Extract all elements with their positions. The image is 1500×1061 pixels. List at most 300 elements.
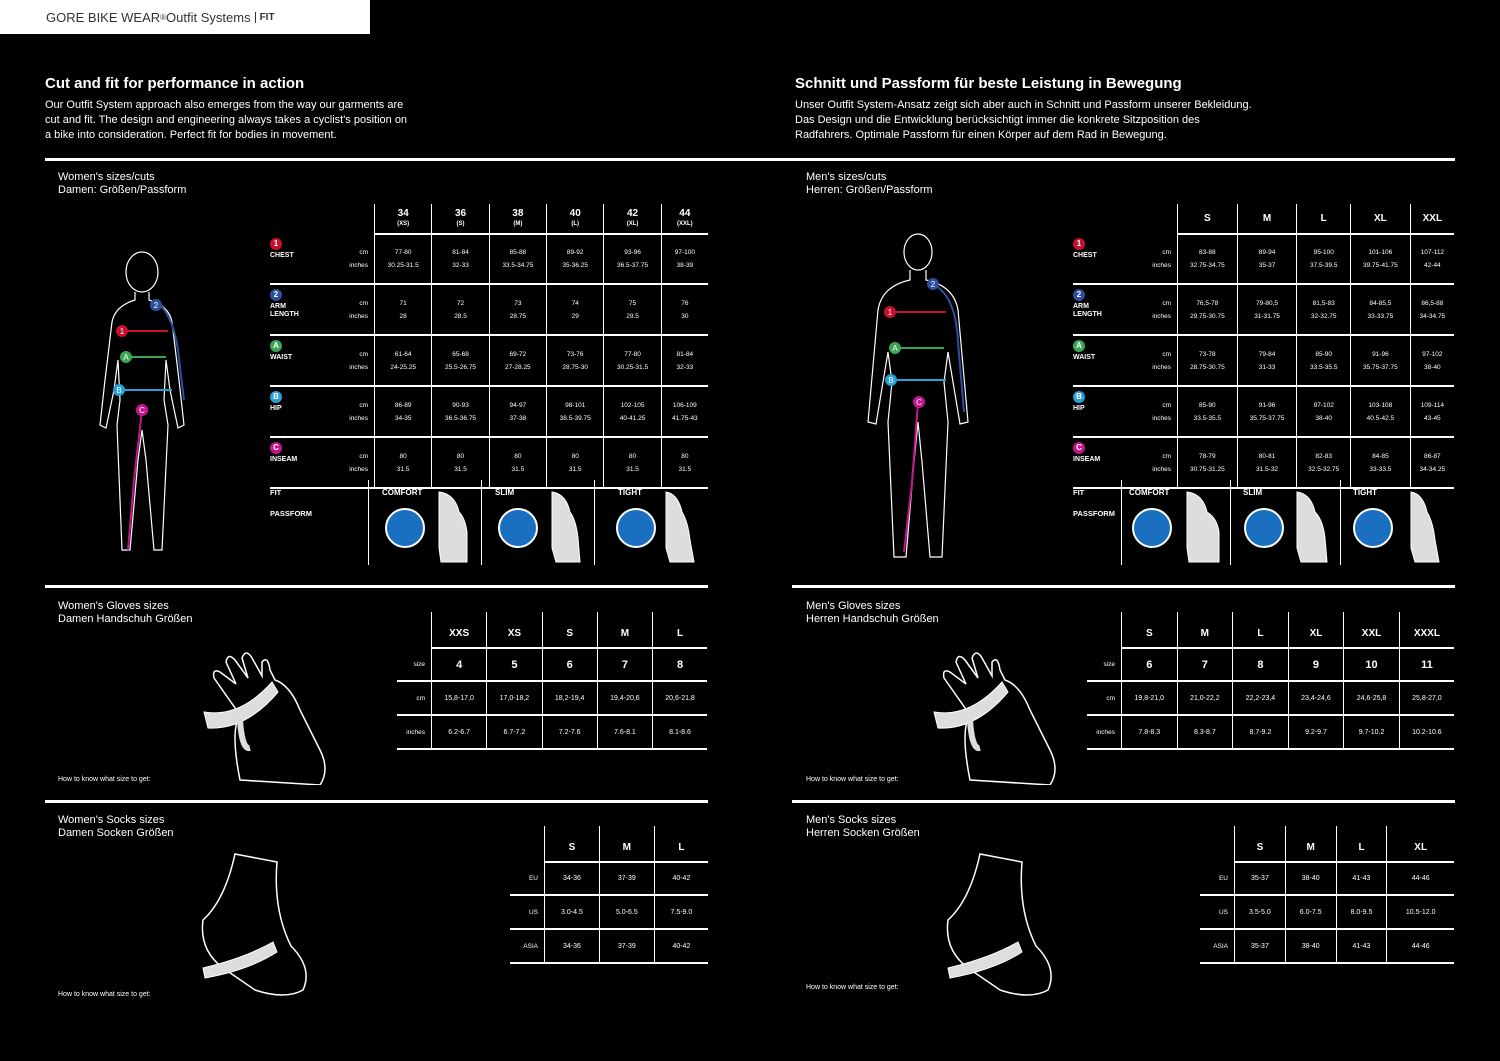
value-inches: 40-41.25 <box>619 414 646 422</box>
value-inches: 24-25.25 <box>390 363 416 371</box>
value-cm: 93-96 <box>624 249 641 256</box>
header-row <box>1073 204 1454 234</box>
size-value: 8.1-8.6 <box>653 715 707 749</box>
value-inches: 38-40 <box>1315 414 1333 422</box>
unit-cm: cm <box>1162 248 1171 256</box>
value-inches: 35.75-37.75 <box>1249 414 1285 422</box>
header-row <box>1087 612 1454 648</box>
divider <box>45 158 1455 161</box>
measurement-row <box>1073 234 1454 284</box>
size-value: 7.5-9.0 <box>654 895 708 929</box>
value-inches: 32-32.75 <box>1310 312 1337 320</box>
size-row <box>510 895 708 929</box>
hand-measure-icon <box>930 640 1065 785</box>
size-row <box>1200 895 1454 929</box>
size-column-header <box>489 204 546 234</box>
value-cm: 86-89 <box>394 401 412 409</box>
size-label: 42 <box>626 207 639 219</box>
value-inches: 36.5-36.75 <box>444 414 477 422</box>
value-cm: 86,5-88 <box>1421 299 1444 307</box>
size-label: 40 <box>569 207 581 219</box>
value-cm: 77-80 <box>624 350 641 358</box>
cut-slim-label: SLIM <box>1243 488 1263 497</box>
value-inches: 33.5-35.5 <box>1193 414 1222 422</box>
header-row <box>510 826 708 862</box>
value-inches: 40.5-42.5 <box>1366 414 1395 422</box>
size-value: 7.6-8.1 <box>597 715 652 749</box>
unit-cm: cm <box>359 350 368 358</box>
size-code: (S) <box>456 220 465 227</box>
size-column-header: L <box>1336 826 1387 862</box>
cut-slim-label: SLIM <box>495 488 515 497</box>
measure-badge-icon: B <box>1073 391 1085 403</box>
fit-label: FIT <box>1073 488 1085 497</box>
size-value: 6.0-7.5 <box>1285 895 1336 929</box>
unit-inches: inches <box>1152 363 1171 371</box>
size-value: 41-43 <box>1336 862 1387 895</box>
size-value: 5.0-6.5 <box>599 895 654 929</box>
size-value: 44-46 <box>1387 929 1454 963</box>
size-value: 20,6-21,8 <box>653 681 707 715</box>
size-label: S <box>1204 213 1211 224</box>
value-cm: 71 <box>399 299 407 307</box>
svg-text:A: A <box>123 353 129 362</box>
unit-cm: cm <box>359 452 368 460</box>
size-value: 6.2-6.7 <box>432 715 487 749</box>
value-inches: 31.5 <box>396 465 410 473</box>
measurement-label: WAIST <box>270 354 293 361</box>
value-inches: 38.5-39.75 <box>559 414 591 422</box>
row-label: size <box>397 648 432 681</box>
value-cm: 80 <box>571 452 579 460</box>
value-cm: 102-105 <box>620 401 645 409</box>
unit-inches: inches <box>349 465 368 473</box>
size-value: 41-43 <box>1336 929 1387 963</box>
measurement-label: WAIST <box>1073 354 1096 361</box>
men-socks-heading <box>806 814 920 840</box>
value-cm: 89-92 <box>566 249 584 256</box>
cut-comfort-label: COMFORT <box>1129 488 1170 497</box>
value-inches: 39.75-41.75 <box>1363 262 1398 269</box>
value-inches: 32-33 <box>452 262 469 269</box>
size-row <box>1200 862 1454 895</box>
sock-measure-icon <box>195 850 325 1000</box>
value-cm: 61-64 <box>394 350 412 358</box>
tight-silhouette-icon <box>662 488 698 564</box>
size-row <box>1087 681 1454 715</box>
socks-how-to-text: How to know what size to get: <box>806 984 899 991</box>
intro-left-line: cut and fit. The design and engineering always takes a cyclist's position on <box>45 114 408 126</box>
value-cm: 81-84 <box>676 350 694 358</box>
size-column-header <box>1237 204 1297 234</box>
value-cm: 73-78 <box>1199 350 1216 358</box>
size-code: (L) <box>571 220 580 227</box>
size-code: (M) <box>513 220 523 227</box>
value-cm: 101-106 <box>1368 249 1393 256</box>
size-row <box>510 862 708 895</box>
men-gloves-heading <box>806 600 939 626</box>
men-gloves-title: Men's Gloves sizes <box>806 600 901 612</box>
size-value: 5 <box>487 648 542 681</box>
slim-fit-icon <box>498 508 538 548</box>
size-value: 15,8-17,0 <box>432 681 487 715</box>
value-cm: 103-108 <box>1368 401 1393 409</box>
divider <box>792 585 1455 588</box>
women-sizes-title: Women's sizes/cuts <box>58 171 155 183</box>
row-label: cm <box>397 681 432 715</box>
size-value: 38-40 <box>1285 929 1336 963</box>
value-inches: 38-39 <box>676 262 694 269</box>
svg-text:C: C <box>139 406 145 415</box>
size-column-header <box>661 204 708 234</box>
value-inches: 30 <box>681 312 689 320</box>
size-value: 10.5-12.0 <box>1387 895 1454 929</box>
men-sizes-heading <box>806 171 933 197</box>
section-tag: FIT <box>255 12 275 23</box>
men-socks-table <box>1200 826 1454 964</box>
women-fit-row <box>270 470 708 565</box>
measurement-row <box>270 335 708 386</box>
size-column-header: M <box>599 826 654 862</box>
svg-text:A: A <box>892 344 898 353</box>
size-column-header: XXL <box>1344 612 1400 648</box>
size-value: 40-42 <box>654 862 708 895</box>
value-inches: 29.5 <box>626 312 639 320</box>
measure-badge-icon: C <box>1073 442 1085 454</box>
size-value: 10 <box>1344 648 1400 681</box>
measurement-label: HIP <box>270 405 282 412</box>
value-inches: 36.5-37.75 <box>617 262 649 269</box>
women-sizes-table <box>270 204 708 489</box>
size-column-header <box>432 204 489 234</box>
svg-text:1: 1 <box>887 308 893 317</box>
measurement-label: HIP <box>1073 405 1085 412</box>
size-value: 34-36 <box>545 929 600 963</box>
value-cm: 74 <box>571 299 579 307</box>
row-label: size <box>1087 648 1122 681</box>
value-cm: 107-112 <box>1420 249 1445 256</box>
unit-cm: cm <box>359 299 368 307</box>
divider <box>45 585 708 588</box>
measurement-label: ARM LENGTH <box>1073 303 1102 318</box>
men-sizes-title: Men's sizes/cuts <box>806 171 887 183</box>
size-label: L <box>1320 213 1327 224</box>
gloves-how-to-text: How to know what size to get: <box>806 776 899 783</box>
value-cm: 73-76 <box>566 350 584 358</box>
unit-inches: inches <box>349 414 368 422</box>
value-inches: 31.5 <box>626 465 639 473</box>
size-label: 34 <box>397 207 409 219</box>
header-row <box>397 612 707 648</box>
size-value: 37-39 <box>599 929 654 963</box>
registered-mark: ® <box>160 12 167 22</box>
value-cm: 75 <box>628 299 637 307</box>
measure-badge-icon: 1 <box>1073 238 1085 250</box>
size-row <box>1200 929 1454 963</box>
row-label: US <box>510 895 545 929</box>
women-gloves-title: Women's Gloves sizes <box>58 600 169 612</box>
measure-badge-icon: A <box>1073 340 1085 352</box>
size-value: 6 <box>542 648 597 681</box>
size-value: 23,4-24,6 <box>1288 681 1344 715</box>
size-column-header: S <box>545 826 600 862</box>
men-socks-subtitle: Herren Socken Größen <box>806 827 920 839</box>
intro-left-title: Cut and fit for performance in action <box>45 75 305 92</box>
svg-text:2: 2 <box>153 301 159 310</box>
value-cm: 80 <box>628 452 637 460</box>
size-label: 36 <box>454 207 467 219</box>
value-cm: 97-102 <box>1313 401 1334 409</box>
measure-badge-icon: 1 <box>270 238 282 250</box>
value-inches: 29 <box>571 312 579 320</box>
size-value: 22,2-23,4 <box>1233 681 1289 715</box>
women-gloves-heading <box>58 600 193 626</box>
size-value: 25,8-27,0 <box>1399 681 1454 715</box>
size-column-header: XL <box>1288 612 1344 648</box>
value-inches: 30.25-31.5 <box>617 363 649 371</box>
svg-text:2: 2 <box>930 280 936 289</box>
man-body-figure <box>858 232 978 562</box>
size-column-header <box>1351 204 1411 234</box>
size-column-header: M <box>1177 612 1233 648</box>
men-gloves-subtitle: Herren Handschuh Größen <box>806 613 939 625</box>
value-inches: 30.25-31.5 <box>387 262 419 269</box>
value-inches: 32-33 <box>676 363 694 371</box>
women-socks-table <box>510 826 708 964</box>
measurement-row <box>1073 335 1454 386</box>
slim-silhouette-icon <box>1293 488 1333 564</box>
intro-right-title: Schnitt und Passform für beste Leistung in Bewegung <box>795 75 1182 92</box>
woman-body-figure <box>90 250 205 560</box>
unit-inches: inches <box>349 312 368 320</box>
size-value: 44-46 <box>1387 862 1454 895</box>
value-cm: 76,5-78 <box>1196 299 1219 307</box>
unit-inches: inches <box>1152 414 1171 422</box>
svg-text:C: C <box>916 398 922 407</box>
value-inches: 33.5-34.75 <box>502 262 534 269</box>
value-cm: 98-101 <box>565 401 586 409</box>
value-cm: 80 <box>681 452 689 460</box>
value-inches: 33-33.5 <box>1369 465 1392 473</box>
value-cm: 72 <box>456 299 465 307</box>
measurement-row <box>1073 284 1454 335</box>
value-cm: 65-68 <box>452 350 469 358</box>
size-value: 18,2-19,4 <box>542 681 597 715</box>
size-column-header <box>375 204 432 234</box>
comfort-silhouette-icon <box>435 488 471 564</box>
hand-measure-icon <box>200 640 335 785</box>
value-inches: 30.75-31.25 <box>1189 465 1225 473</box>
value-inches: 28.75-30.75 <box>1189 363 1225 371</box>
size-column-header: M <box>1285 826 1336 862</box>
value-cm: 109-114 <box>1420 401 1445 409</box>
size-column-header: XXS <box>432 612 487 648</box>
men-socks-title: Men's Socks sizes <box>806 814 897 826</box>
unit-inches: inches <box>1152 465 1171 473</box>
value-cm: 89-94 <box>1258 249 1276 256</box>
value-cm: 73 <box>514 299 522 307</box>
size-value: 8 <box>653 648 707 681</box>
gloves-how-to-text: How to know what size to get: <box>58 776 151 783</box>
women-socks-title: Women's Socks sizes <box>58 814 165 826</box>
unit-cm: cm <box>1162 401 1171 409</box>
value-cm: 97-100 <box>674 249 695 256</box>
row-label: inches <box>1087 715 1122 749</box>
size-value: 35-37 <box>1235 929 1286 963</box>
value-cm: 91-96 <box>1258 401 1276 409</box>
size-value: 9 <box>1288 648 1344 681</box>
value-cm: 84-85 <box>1372 452 1389 460</box>
value-cm: 94-97 <box>509 401 527 409</box>
size-value: 35-37 <box>1235 862 1286 895</box>
value-cm: 85-90 <box>1315 350 1333 358</box>
measurement-label: CHEST <box>1073 252 1097 259</box>
value-inches: 25.5-26.75 <box>444 363 477 371</box>
value-cm: 79-84 <box>1258 350 1276 358</box>
value-inches: 35-36.25 <box>562 262 589 269</box>
intro-right-line: Radfahrers. Optimale Passform für einen Körper auf dem Rad in Bewegung. <box>795 129 1167 141</box>
size-column-header: S <box>542 612 597 648</box>
svg-text:B: B <box>116 386 122 395</box>
men-sizes-subtitle: Herren: Größen/Passform <box>806 184 933 196</box>
svg-text:1: 1 <box>119 327 125 336</box>
cut-tight-label: TIGHT <box>1353 488 1377 497</box>
measure-badge-icon: B <box>270 391 282 403</box>
value-inches: 31.5 <box>511 465 525 473</box>
size-column-header: M <box>597 612 652 648</box>
value-cm: 85-88 <box>509 249 527 256</box>
unit-inches: inches <box>1152 261 1171 269</box>
size-value: 8.7-9.2 <box>1233 715 1289 749</box>
value-inches: 31.5 <box>568 465 582 473</box>
measurement-label: INSEAM <box>270 456 298 463</box>
size-value: 7.2-7.6 <box>542 715 597 749</box>
value-cm: 82-83 <box>1315 452 1333 460</box>
value-inches: 34-35 <box>394 414 412 422</box>
value-inches: 35-37 <box>1258 262 1276 269</box>
size-label: 38 <box>512 207 524 219</box>
size-column-header: L <box>653 612 707 648</box>
intro-right <box>795 75 1295 143</box>
size-column-header: XL <box>1387 826 1454 862</box>
row-label: inches <box>397 715 432 749</box>
value-inches: 32.5-32.75 <box>1308 465 1340 473</box>
intro-left-line: a bike into consideration. Perfect fit for bodies in movement. <box>45 129 337 141</box>
size-row <box>397 681 707 715</box>
row-label: EU <box>510 862 545 895</box>
divider <box>792 800 1455 803</box>
value-cm: 80-81 <box>1258 452 1276 460</box>
value-inches: 27-28.25 <box>505 363 531 371</box>
size-value: 21,0-22,2 <box>1177 681 1233 715</box>
value-inches: 28.75 <box>509 312 526 320</box>
tight-silhouette-icon <box>1407 488 1447 564</box>
size-value: 8 <box>1233 648 1289 681</box>
value-inches: 31-31.75 <box>1254 312 1280 320</box>
value-inches: 37-38 <box>509 414 527 422</box>
size-column-header <box>604 204 661 234</box>
size-column-header: S <box>1122 612 1178 648</box>
unit-cm: cm <box>1162 452 1171 460</box>
value-inches: 33-33.75 <box>1367 312 1394 320</box>
value-inches: 38-40 <box>1424 363 1441 371</box>
value-inches: 42-44 <box>1424 262 1441 269</box>
brand-suffix: Outfit Systems <box>166 9 251 25</box>
size-value: 24,6-25,8 <box>1344 681 1400 715</box>
value-cm: 77-80 <box>394 249 412 256</box>
header-row <box>1200 826 1454 862</box>
value-cm: 81-84 <box>452 249 469 256</box>
size-value: 6.7-7.2 <box>487 715 542 749</box>
value-cm: 80 <box>399 452 407 460</box>
intro-right-line: Das Design und die Entwicklung berücksichtigt immer die konkrete Sitzposition des <box>795 114 1200 126</box>
value-inches: 37.5-39.5 <box>1309 262 1338 269</box>
value-inches: 28.5 <box>454 312 467 320</box>
slim-silhouette-icon <box>548 488 584 564</box>
svg-text:B: B <box>888 376 894 385</box>
size-value: 17,0-18,2 <box>487 681 542 715</box>
men-sizes-table <box>1073 204 1454 489</box>
value-inches: 31.5-32 <box>1256 465 1279 473</box>
value-cm: 83-88 <box>1199 249 1216 256</box>
value-cm: 69-72 <box>509 350 527 358</box>
men-fit-row <box>1073 470 1454 565</box>
measure-badge-icon: C <box>270 442 282 454</box>
men-gloves-table <box>1087 612 1454 750</box>
measure-badge-icon: A <box>270 340 282 352</box>
size-column-header <box>1297 204 1351 234</box>
size-column-header: L <box>1233 612 1289 648</box>
size-value: 7 <box>1177 648 1233 681</box>
intro-left <box>45 75 425 143</box>
size-column-header <box>1178 204 1238 234</box>
size-code: (XXL) <box>677 220 693 227</box>
tight-fit-icon <box>616 508 656 548</box>
size-row <box>1087 648 1454 681</box>
value-cm: 80 <box>456 452 465 460</box>
value-inches: 33.5-35.5 <box>1309 363 1338 371</box>
value-inches: 41.75-43 <box>672 414 698 422</box>
size-value: 40-42 <box>654 929 708 963</box>
size-code: (XL) <box>626 220 639 227</box>
value-cm: 84-85,5 <box>1369 299 1392 307</box>
value-cm: 95-100 <box>1313 249 1334 256</box>
row-label: cm <box>1087 681 1122 715</box>
size-value: 11 <box>1399 648 1454 681</box>
size-label: M <box>1262 213 1272 224</box>
comfort-silhouette-icon <box>1183 488 1223 564</box>
size-code: (XS) <box>397 220 410 227</box>
value-inches: 31-33 <box>1258 363 1276 371</box>
sock-measure-icon <box>940 850 1070 1000</box>
value-inches: 31.5 <box>454 465 467 473</box>
value-inches: 43-45 <box>1424 414 1441 422</box>
unit-cm: cm <box>1162 350 1171 358</box>
measure-badge-icon: 2 <box>1073 289 1085 301</box>
women-socks-heading <box>58 814 174 840</box>
unit-inches: inches <box>1152 312 1171 320</box>
divider <box>45 800 708 803</box>
socks-how-to-text: How to know what size to get: <box>58 991 151 998</box>
size-value: 34-36 <box>545 862 600 895</box>
value-cm: 79-80,5 <box>1256 299 1279 307</box>
measurement-row <box>270 284 708 335</box>
cut-tight-label: TIGHT <box>618 488 642 497</box>
value-cm: 91-96 <box>1372 350 1389 358</box>
brand-header <box>0 0 370 34</box>
value-inches: 35.75-37.75 <box>1363 363 1398 371</box>
tight-fit-icon <box>1353 508 1393 548</box>
